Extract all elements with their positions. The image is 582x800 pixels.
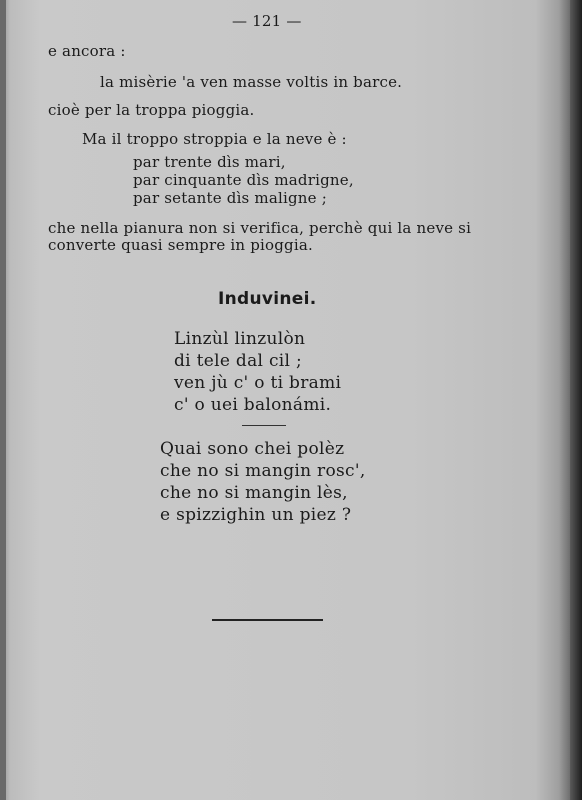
intro-line: e ancora : [48, 42, 126, 60]
section-title: Induvinei. [218, 289, 317, 309]
riddle-line: Quai sono chei polèz [160, 439, 345, 459]
gloss-line: cioè per la troppa pioggia. [48, 101, 255, 119]
page-header: — 121 — [232, 12, 302, 30]
verse-line: par trente dìs mari, [133, 153, 286, 171]
riddle-divider [242, 425, 286, 426]
riddle-line: di tele dal cil ; [174, 351, 303, 371]
verse-line: par cinquante dìs madrigne, [133, 171, 354, 189]
riddle-line: che no si mangin lès, [160, 483, 348, 503]
riddle-line: c' o uei balonámi. [174, 395, 332, 415]
riddle-line: Linzùl linzulòn [174, 329, 306, 349]
explanation-line: converte quasi sempre in pioggia. [48, 236, 313, 254]
verse-line: par setante dìs maligne ; [133, 189, 327, 207]
end-rule [212, 619, 323, 621]
explanation-line: che nella pianura non si verifica, perchè qui la neve si [48, 219, 472, 237]
riddle-line: ven jù c' o ti brami [174, 373, 342, 393]
riddle-line: che no si mangin rosc', [160, 461, 366, 481]
proverb-line: la misèrie 'a ven masse voltis in barce. [100, 73, 403, 91]
page-left-edge [0, 0, 6, 800]
proverb-intro-line: Ma il troppo stroppia e la neve è : [82, 130, 347, 148]
riddle-line: e spizzighin un piez ? [160, 505, 352, 525]
page-right-edge [570, 0, 582, 800]
